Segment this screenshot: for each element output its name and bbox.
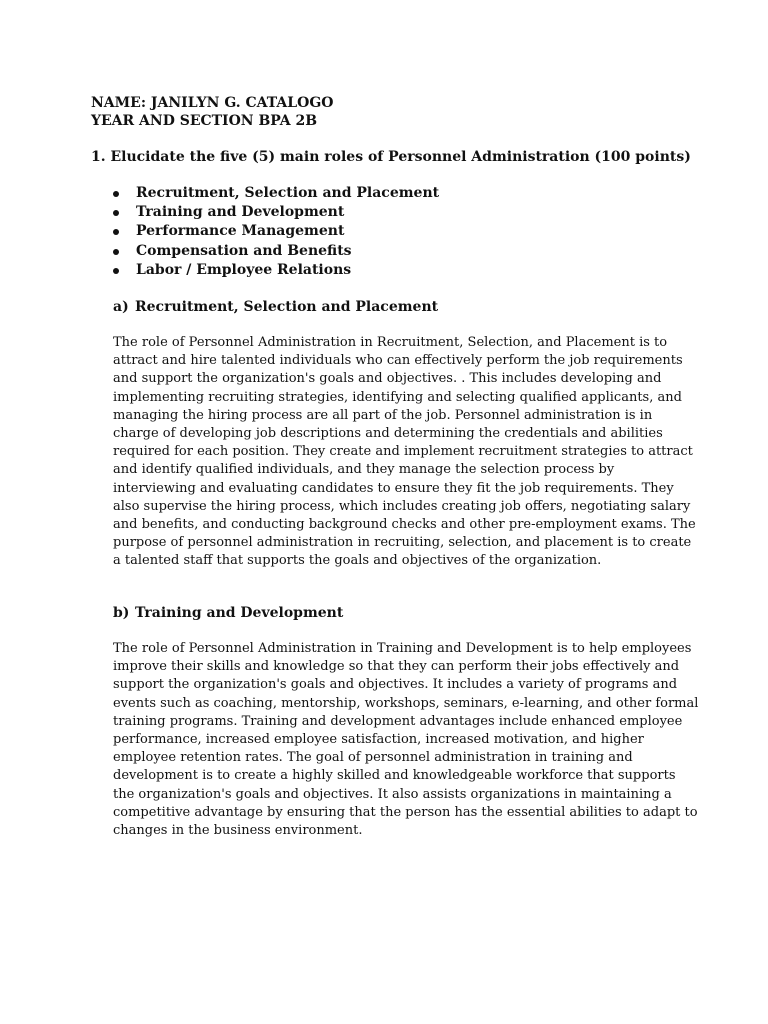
paragraph-line: employee retention rates. The goal of personnel administration in training and bbox=[113, 750, 633, 766]
bullet-icon bbox=[113, 268, 119, 274]
section-paragraph-training bbox=[113, 640, 699, 840]
bullet-icon bbox=[113, 249, 119, 255]
paragraph-line: interviewing and evaluating candidates to ensure they fit the job requirements. They bbox=[113, 480, 674, 496]
paragraph-line: The role of Personnel Administration in Recruitment, Selection, and Placement is to bbox=[113, 335, 668, 350]
paragraph-line: managing the hiring process are all part of the job. Personnel administration is in bbox=[113, 407, 653, 423]
paragraph-line: development is to create a highly skilled and knowledgeable workforce that supports bbox=[113, 768, 676, 784]
paragraph-line: and support the organization's goals and objectives. . This includes developing and bbox=[113, 371, 662, 387]
role-label: Compensation and Benefits bbox=[136, 242, 352, 259]
section-heading-training bbox=[113, 604, 343, 622]
paragraph-line: a talented staff that supports the goals and objectives of the organization. bbox=[113, 553, 602, 569]
bullet-icon bbox=[113, 210, 119, 216]
role-label: Recruitment, Selection and Placement bbox=[136, 185, 440, 201]
bullet-icon bbox=[113, 229, 119, 235]
paragraph-line: attract and hire talented individuals who can effectively perform the job requirements bbox=[113, 353, 683, 369]
section-letter: a) bbox=[113, 299, 129, 315]
paragraph-line: support the organization's goals and objectives. It includes a variety of programs and bbox=[113, 677, 678, 693]
list-item bbox=[113, 184, 439, 203]
paragraph-line: required for each position. They create and implement recruitment strategies to attract bbox=[113, 444, 693, 460]
paragraph-line: charge of developing job descriptions and determining the credentials and abilities bbox=[113, 426, 663, 442]
bullet-icon bbox=[113, 191, 119, 197]
section-heading-recruitment bbox=[113, 298, 438, 316]
list-item bbox=[113, 222, 439, 241]
question-title: 1. Elucidate the five (5) main roles of Personnel Administration (100 points) bbox=[91, 149, 691, 165]
paragraph-line: also supervise the hiring process, which includes creating job offers, negotiating salary bbox=[113, 498, 691, 514]
paragraph-line: events such as coaching, mentorship, workshops, seminars, e-learning, and other formal bbox=[113, 695, 699, 711]
list-item bbox=[113, 242, 439, 261]
paragraph-line: competitive advantage by ensuring that the person has the essential abilities to adapt to bbox=[113, 804, 698, 820]
section-letter: b) bbox=[113, 605, 130, 621]
paragraph-line: and identify qualified individuals, and they manage the selection process by bbox=[113, 462, 615, 478]
paragraph-line: changes in the business environment. bbox=[113, 823, 363, 839]
section-title: Training and Development bbox=[135, 605, 344, 621]
paragraph-line: and benefits, and conducting background checks and other pre-employment exams. The bbox=[113, 517, 696, 533]
role-label: Labor / Employee Relations bbox=[136, 261, 352, 278]
year-and-section: YEAR AND SECTION BPA 2B bbox=[91, 113, 318, 129]
paragraph-line: The role of Personnel Administration in Training and Development is to help employees bbox=[113, 641, 692, 656]
student-name: NAME: JANILYN G. CATALOGO bbox=[91, 95, 334, 111]
section-paragraph-recruitment bbox=[113, 334, 696, 571]
list-item bbox=[113, 203, 439, 222]
section-title: Recruitment, Selection and Placement bbox=[135, 299, 439, 315]
paragraph-line: improve their skills and knowledge so that they can perform their jobs effectively and bbox=[113, 659, 680, 675]
paragraph-line: implementing recruiting strategies, identifying and selecting qualified applicants, and bbox=[113, 389, 682, 405]
list-item bbox=[113, 261, 439, 280]
paragraph-line: purpose of personnel administration in recruiting, selection, and placement is to create bbox=[113, 535, 692, 551]
paragraph-line: performance, increased employee satisfaction, increased motivation, and higher bbox=[113, 732, 644, 748]
paragraph-line: training programs. Training and development advantages include enhanced employee bbox=[113, 713, 683, 729]
role-label: Training and Development bbox=[136, 204, 345, 221]
roles-list bbox=[113, 184, 439, 280]
role-label: Performance Management bbox=[136, 223, 345, 240]
paragraph-line: the organization's goals and objectives. It also assists organizations in maintaining a bbox=[113, 786, 672, 802]
